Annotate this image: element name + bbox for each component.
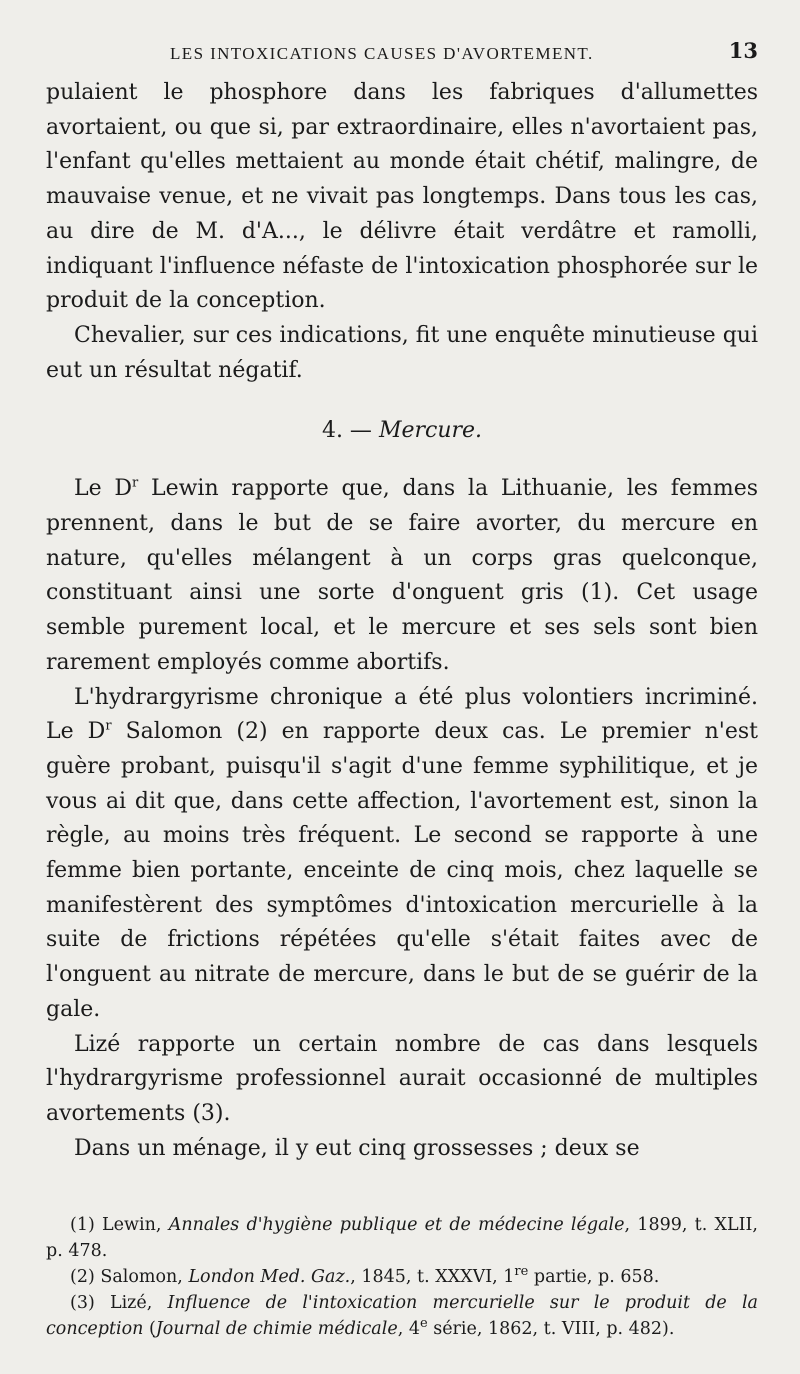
footnote-2 — [46, 1264, 758, 1290]
page-header — [46, 38, 758, 68]
text-run: Salomon (2) en rapporte deux cas. Le premier n'est guère probant, puisqu'il s'agit d'une femme syphilitique, et je vous ai dit que, dans cette affection, l'avortement est, sinon la règle, au moins très fréquent. Le second se rapporte à une femme bien portante, enceinte de cinq mois, chez laquelle se manifestèrent des symptômes d'intoxication mercurielle à la suite de frictions répétées qu'elle s'était faites avec de l'onguent au nitrate de mercure, dans le but de se guérir de la gale. — [46, 719, 758, 1022]
text-run: , 1899, t. XLII, p. 478. — [46, 1215, 758, 1261]
citation-title: London Med. Gaz. — [188, 1267, 351, 1287]
footnote-1 — [46, 1212, 758, 1264]
paragraph-lewin — [46, 472, 758, 680]
text-run: (1) Lewin, — [70, 1215, 169, 1235]
citation-title: Influence de l'intoxication mercurielle sur le produit de la conception — [46, 1293, 758, 1339]
text-run: , 1845, t. XXXVI, 1 — [350, 1267, 515, 1287]
text-run: (3) Lizé, — [70, 1293, 168, 1313]
text-run: (2) Salomon, — [70, 1267, 189, 1287]
section-number: 4. — — [321, 418, 372, 444]
text-run: série, 1862, t. VIII, p. 482). — [427, 1319, 675, 1339]
text-run: ( — [143, 1319, 156, 1339]
text-run: Lewin rapporte que, dans la Lithuanie, les femmes prennent, dans le but de se faire avorter, du mercure en nature, qu'elles mélangent à un corps gras quelconque, constituant ainsi une sorte d'onguent gris (1). Cet usage semble purement local, et le mercure et ses sels sont bien rarement employés comme abortifs. — [46, 476, 758, 675]
text-run: , 4 — [397, 1319, 420, 1339]
text-run: Le D — [74, 476, 133, 502]
paragraph-continued: pulaient le phosphore dans les fabriques d'allumettes avortaient, ou que si, par extraordinaire, elles n'avortaient pas, l'enfant qu'elles mettaient au monde était chétif, malingre, de mauvaise venue, et ne vivait pas longtemps. Dans tous les cas, au dire de M. d'A..., le délivre était verdâtre et ramolli, indiquant l'influence néfaste de l'intoxication phosphorée sur le produit de la conception. — [46, 80, 758, 314]
footnote-3 — [46, 1290, 758, 1342]
superscript: r — [105, 718, 112, 734]
journal-title: Journal de chimie médicale — [155, 1319, 398, 1339]
running-title: LES INTOXICATIONS CAUSES D'AVORTEMENT. — [170, 44, 594, 63]
text-run: partie, p. 658. — [528, 1267, 660, 1287]
page-number: 13 — [728, 38, 758, 63]
body-text — [46, 76, 758, 1166]
superscript: r — [132, 476, 139, 491]
citation-title: Annales d'hygiène publique et de médecine légale — [168, 1215, 625, 1235]
paragraph-hydrargyrisme — [46, 681, 758, 1028]
footnotes — [46, 1212, 758, 1342]
section-title: Mercure. — [378, 418, 483, 444]
superscript: re — [514, 1264, 529, 1280]
paragraph-lize: Lizé rapporte un certain nombre de cas dans lesquels l'hydrargyrisme professionnel aurait occasionné de multiples avortements (3). — [46, 1031, 758, 1126]
text-run: L'hydrargyrisme chronique a été plus volontiers incriminé. Le D — [46, 684, 758, 745]
superscript: e — [419, 1316, 428, 1332]
paragraph-menage: Dans un ménage, il y eut cinq grossesses ; deux se — [74, 1135, 640, 1161]
section-heading — [46, 414, 758, 448]
paragraph-chevalier: Chevalier, sur ces indications, fit une enquête minutieuse qui eut un résultat négatif. — [46, 322, 758, 383]
